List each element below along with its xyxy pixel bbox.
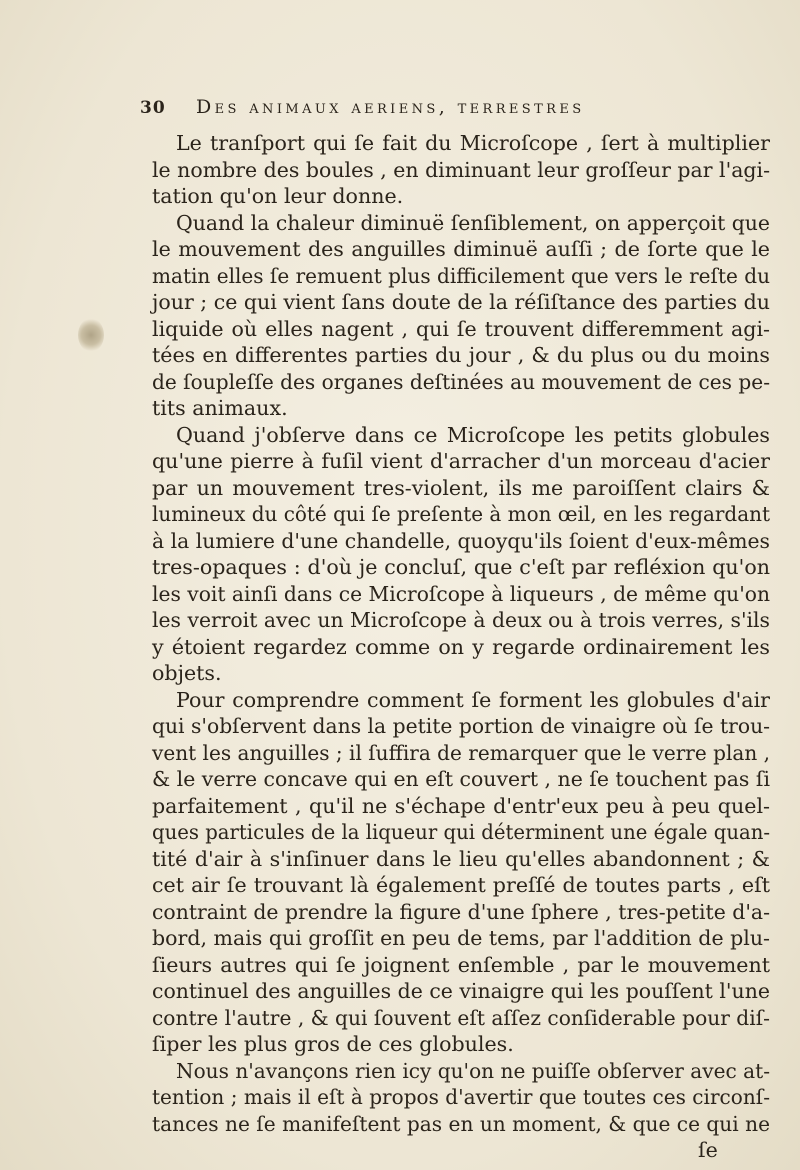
text-line: tances ne ſe manifeſtent pas en un moment, & que ce qui ne (152, 1111, 770, 1136)
text-line: tité d'air à s'inſinuer dans le lieu qu'elles abandonnent ; & (152, 846, 770, 871)
text-line: continuel des anguilles de ce vinaigre qui les pouſſent l'une (152, 979, 770, 1003)
text-line: ſiper les plus gros de ces globules. (152, 1032, 514, 1056)
text-line: les verroit avec un Microſcope à deux ou à trois verres, s'ils (152, 608, 770, 632)
text-line: objets. (152, 661, 222, 685)
text-line: par un mouvement tres-violent, ils me paroiſſent clairs & (152, 475, 770, 500)
text-line: à la lumiere d'une chandelle, quoyqu'ils ſoient d'eux-mêmes (152, 528, 770, 553)
catchword: ſe (698, 1138, 718, 1162)
text-line: le mouvement des anguilles diminuë auſſi ; de ſorte que le (152, 237, 770, 261)
text-line: matin elles ſe remuent plus difficilement que vers le reſte du (152, 263, 770, 288)
text-line: & le verre concave qui en eſt couvert , ne ſe touchent pas ſi (152, 767, 770, 791)
text-line: tres-opaques : d'où je concluſ, que c'eſt par refléxion qu'on (152, 555, 770, 579)
text-line: cet air ſe trouvant là également preſſé de toutes parts , eſt (152, 873, 770, 897)
paper-stain (78, 318, 104, 352)
text-line: Pour comprendre comment ſe forment les globules d'air (176, 687, 770, 712)
text-line: qu'une pierre à fuſil vient d'arracher d'un morceau d'acier (152, 449, 770, 473)
text-line: bord, mais qui groſſit en peu de tems, par l'addition de plu- (152, 926, 770, 950)
text-line: y étoient regardez comme on y regarde ordinairement les (152, 634, 770, 659)
text-line: tention ; mais il eſt à propos d'avertir que toutes ces circonſ- (152, 1085, 770, 1109)
text-line: contre l'autre , & qui ſouvent eſt aſſez conſiderable pour diſ- (152, 1005, 770, 1030)
text-line: le nombre des boules , en diminuant leur groſſeur par l'agi- (152, 157, 770, 182)
text-line: les voit ainſi dans ce Microſcope à liqueurs , de même qu'on (152, 581, 770, 606)
text-line: ques particules de la liqueur qui déterminent une égale quan- (152, 820, 770, 844)
running-title: Des animaux aeriens, terrestres (196, 96, 585, 118)
text-line: qui s'obſervent dans la petite portion de vinaigre où ſe trou- (152, 714, 770, 738)
page-number: 30 (140, 98, 166, 118)
text-line: Quand j'obſerve dans ce Microſcope les petits globules (176, 422, 770, 447)
text-line: tation qu'on leur donne. (152, 184, 404, 208)
text-line: tits animaux. (152, 396, 288, 420)
text-line: contraint de prendre la figure d'une ſphere , tres-petite d'a- (152, 899, 770, 924)
page-header (140, 96, 760, 120)
text-line: Quand la chaleur diminuë ſenſiblement, on apperçoit que (176, 210, 770, 235)
text-line: de ſoupleſſe des organes deſtinées au mouvement de ces pe- (152, 369, 770, 394)
text-line: parfaitement , qu'il ne s'échape d'entr'eux peu à peu quel- (152, 793, 770, 818)
body-text (152, 130, 792, 1164)
text-line: liquide où elles nagent , qui ſe trouvent differemment agi- (152, 316, 770, 341)
text-line: lumineux du côté qui ſe preſente à mon œil, en les regardant (152, 502, 770, 526)
text-line: Le tranſport qui ſe fait du Microſcope , ſert à multiplier (176, 131, 770, 155)
text-line: jour ; ce qui vient ſans doute de la réſiſtance des parties du (152, 290, 770, 314)
text-line: Nous n'avançons rien icy qu'on ne puiſſe obſerver avec at- (176, 1058, 770, 1083)
text-line: ſieurs autres qui ſe joignent enſemble , par le mouvement (152, 952, 770, 977)
text-line: tées en differentes parties du jour , & du plus ou du moins (152, 343, 770, 367)
text-line: vent les anguilles ; il ſuffira de remarquer que le verre plan , (152, 740, 770, 765)
